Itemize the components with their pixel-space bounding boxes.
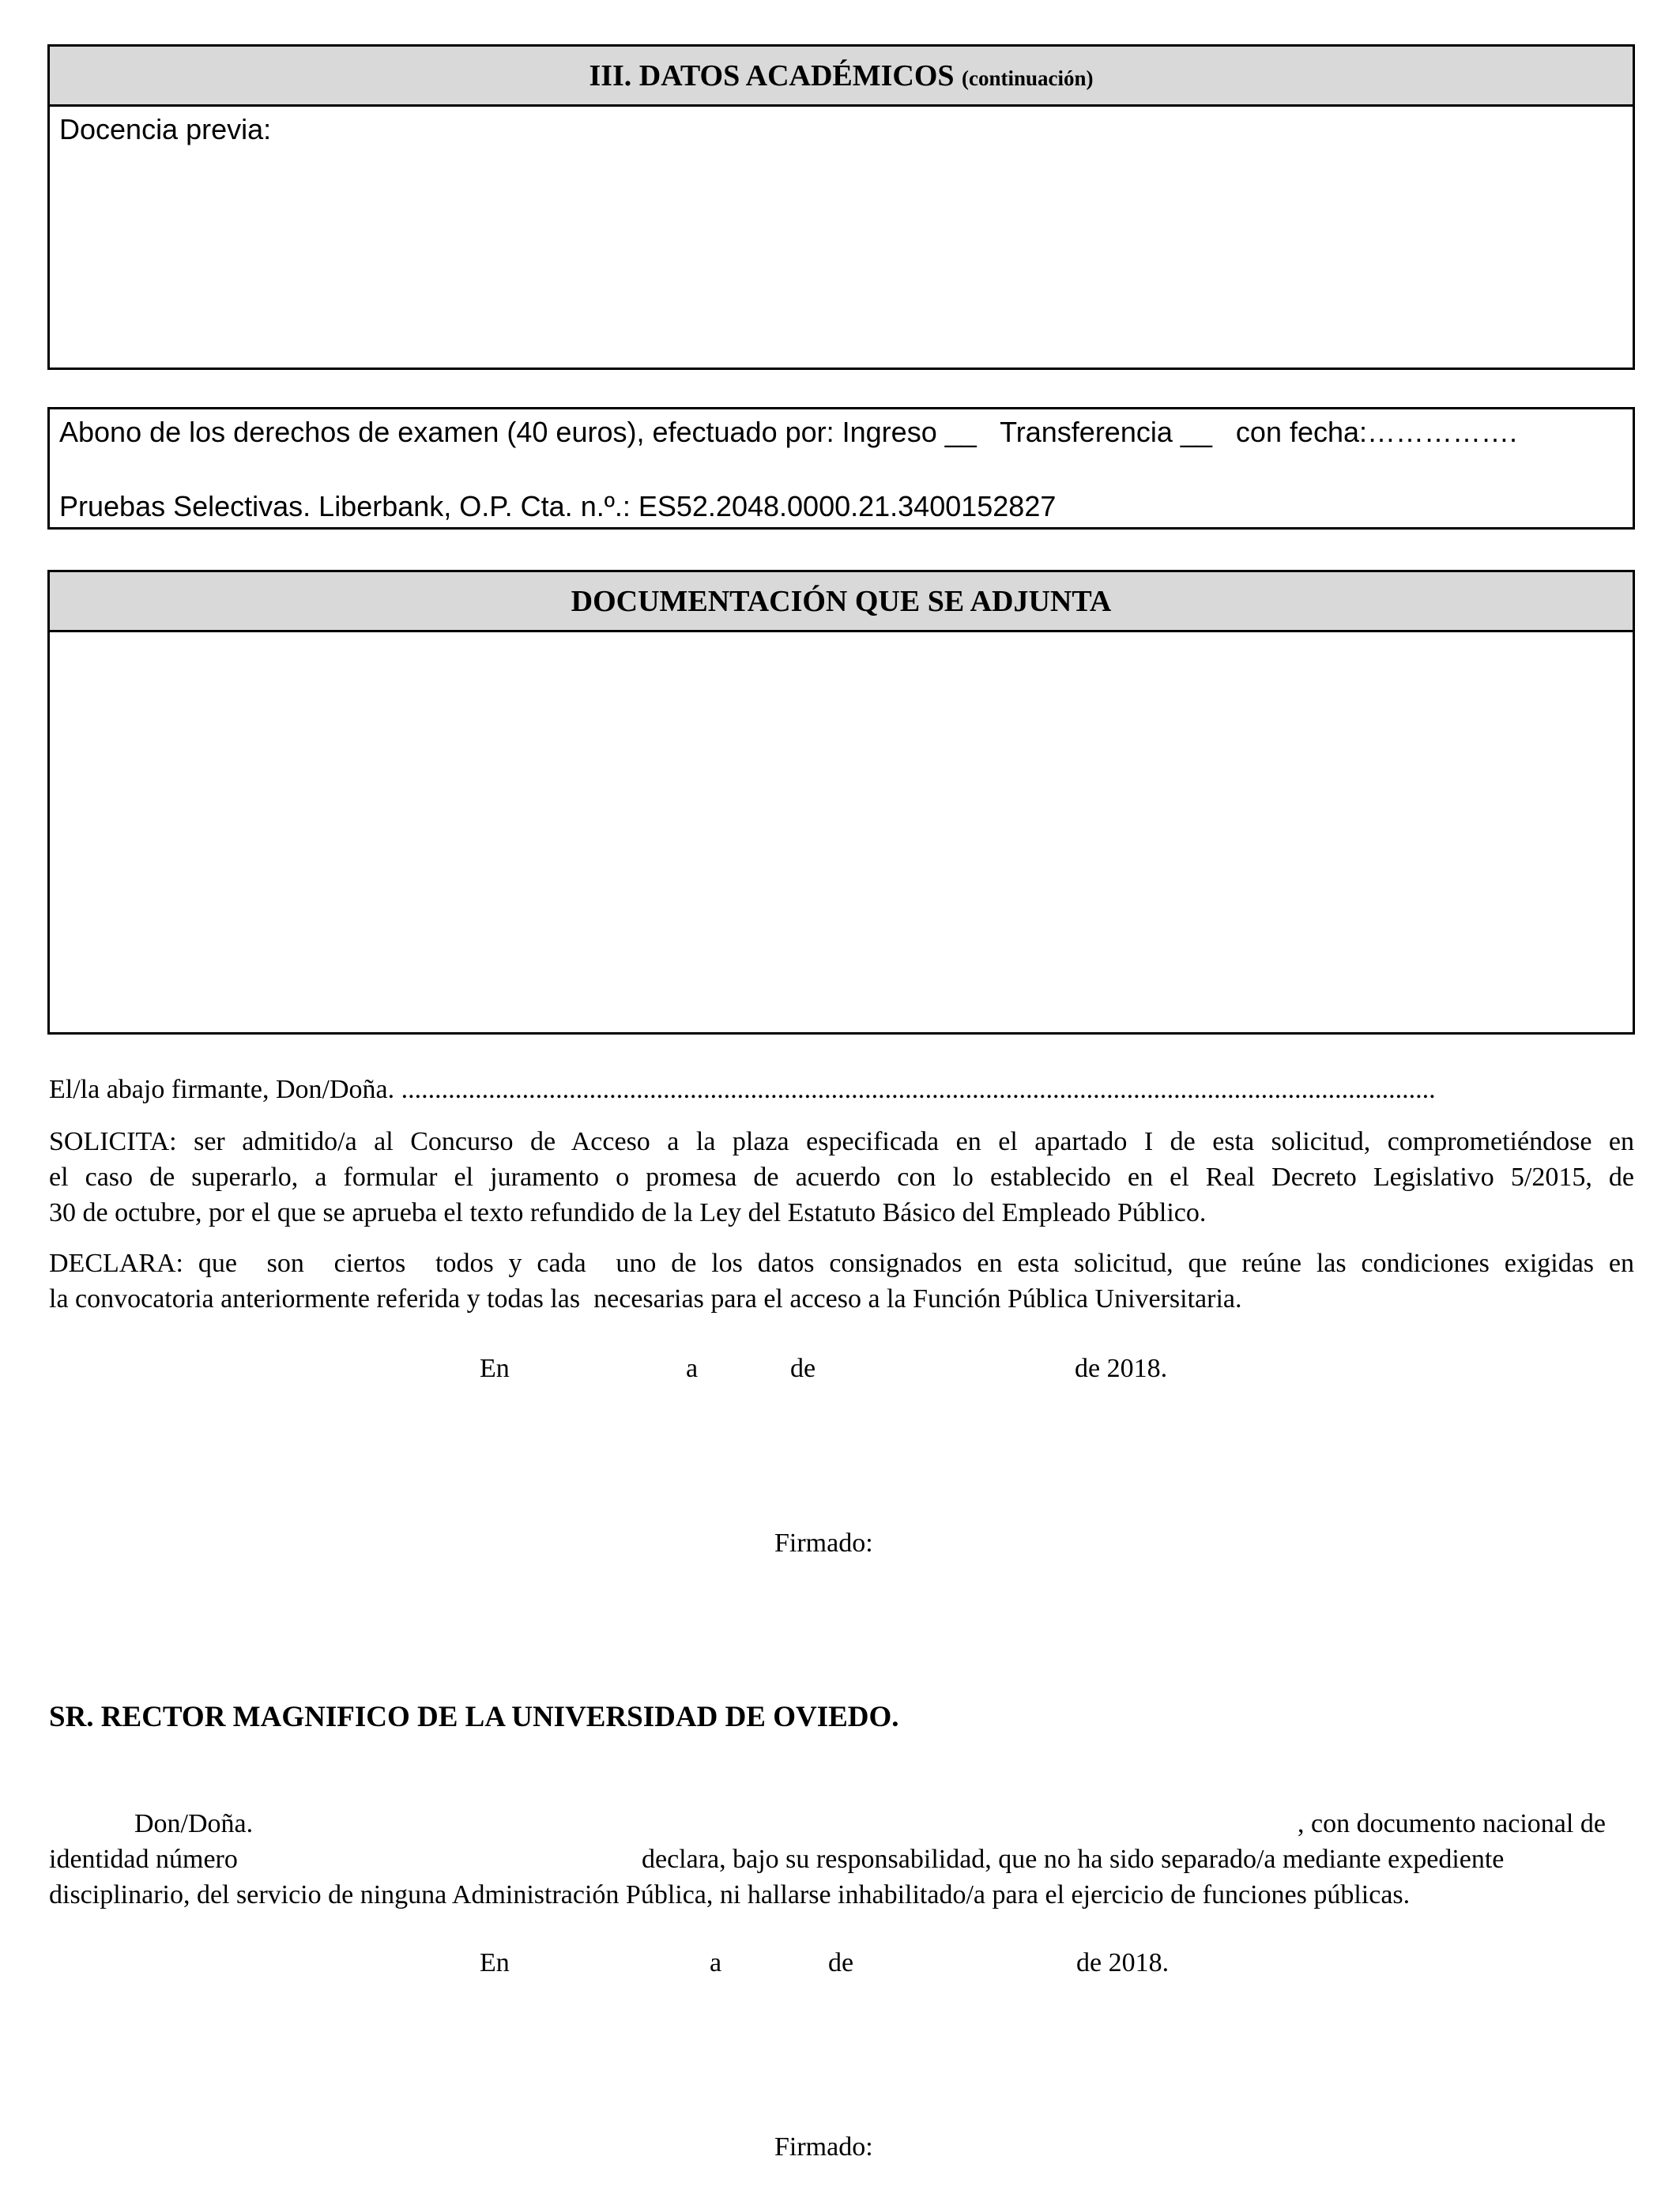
payment-box [47,407,1635,530]
date2-place-field[interactable] [525,1945,703,1981]
decl2-line3: disciplinario, del servicio de ninguna Administración Pública, ni hallarse inhabilitado/a para el ejercicio de funciones públicas. [49,1880,1411,1909]
documentation-field[interactable] [50,632,1633,1032]
date1-de: de [790,1354,816,1383]
date1-day-field[interactable] [711,1351,786,1386]
solicita-paragraph [49,1124,1634,1231]
documentation-header [50,572,1633,632]
academic-data-box [47,44,1635,370]
date2-en: En [480,1948,510,1977]
payment-line: Abono de los derechos de examen (40 euros), efectuado por: Ingreso __ Transferencia __ con fecha:……………. [59,416,1518,448]
documentation-title: DOCUMENTACIÓN QUE SE ADJUNTA [571,585,1112,618]
addressee-heading: SR. RECTOR MAGNIFICO DE LA UNIVERSIDAD DE OVIEDO. [49,1701,899,1733]
date1-month-field[interactable] [828,1351,1065,1386]
date2-year: de 2018. [1076,1948,1170,1977]
declara-paragraph [49,1246,1634,1317]
documentation-box [47,570,1635,1035]
date1-en: En [480,1354,510,1383]
solicita-line-3: 30 de octubre, por el que se aprueba el texto refundido de la Ley del Estatuto Básico del Empleado Público. [49,1198,1207,1227]
signed2-label: Firmado: [774,2132,873,2162]
decl2-dni-text: , con documento nacional de [1298,1809,1606,1838]
decl2-name-field[interactable] [269,1806,1296,1842]
academic-data-title-suffix: (continuación) [962,66,1094,90]
date2-a: a [710,1948,722,1977]
academic-data-title: III. DATOS ACADÉMICOS [589,59,955,92]
declara-line-2: la convocatoria anteriormente referida y todas las necesarias para el acceso a la Función Pública Universitaria. [49,1284,1242,1314]
decl2-id-label: identidad número [49,1845,238,1874]
signer-line: El/la abajo firmante, Don/Doña. .......................................................................................................................................................... [49,1075,1436,1104]
previous-teaching-label: Docencia previa: [59,113,272,145]
date2-de: de [828,1948,854,1977]
date1-year: de 2018. [1075,1354,1168,1383]
date2-month-field[interactable] [866,1945,1072,1981]
declara-line-1: DECLARA: que son ciertos todos y cada uno de los datos consignados en esta solicitud, que reúne las condiciones exigidas en [49,1249,1634,1278]
date1-a: a [686,1354,699,1383]
academic-data-header [50,47,1633,107]
decl2-don-label: Don/Doña. [134,1809,254,1838]
date1-place-field[interactable] [525,1351,684,1386]
decl2-id-field[interactable] [269,1842,632,1877]
solicita-line-2: el caso de superarlo, a formular el juramento o promesa de acuerdo con lo establecido en el Real Decreto Legislativo 5/2015, de [49,1163,1634,1192]
signed1-label: Firmado: [774,1529,873,1558]
date2-day-field[interactable] [735,1945,823,1981]
decl2-declara-text: declara, bajo su responsabilidad, que no ha sido separado/a mediante expediente [642,1845,1505,1874]
solicita-line-1: SOLICITA: ser admitido/a al Concurso de Acceso a la plaza especificada en el apartado I de esta solicitud, comprometiéndose en [49,1127,1634,1156]
previous-teaching-field[interactable] [50,149,1633,368]
account-line: Pruebas Selectivas. Liberbank, O.P. Cta. n.º.: ES52.2048.0000.21.3400152827 [59,490,1057,522]
